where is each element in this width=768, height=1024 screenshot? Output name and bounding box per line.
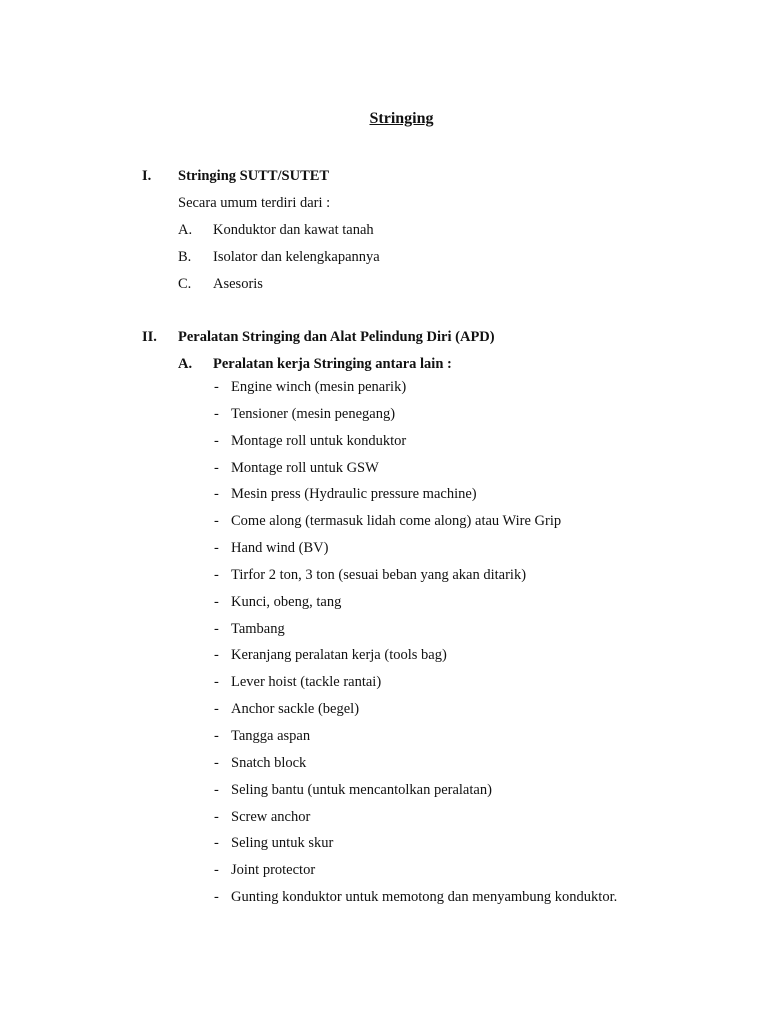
list-item (0, 835, 768, 862)
section-1-title: Stringing SUTT/SUTET (178, 168, 330, 184)
list-bullet: - (214, 513, 219, 530)
list-bullet: - (214, 620, 219, 637)
list-item-text: Tirfor 2 ton, 3 ton (sesuai beban yang akan ditarik) (231, 566, 527, 583)
list-bullet: - (214, 593, 219, 610)
list-bullet: - (214, 835, 219, 852)
section-1-item-a-letter: A. (178, 222, 193, 238)
list-bullet: - (214, 540, 219, 557)
list-item-text: Snatch block (231, 754, 307, 771)
list-item (0, 621, 768, 648)
list-item-text: Screw anchor (231, 808, 311, 825)
section-1-item-a-text: Konduktor dan kawat tanah (213, 222, 374, 238)
list-item-text: Montage roll untuk GSW (231, 459, 379, 476)
list-item (0, 567, 768, 594)
list-item (0, 460, 768, 487)
section-2-sub-a-title: Peralatan kerja Stringing antara lain : (213, 356, 452, 372)
section-1-item-b-letter: B. (178, 249, 192, 265)
list-item-text: Tangga aspan (231, 727, 311, 744)
list-item (0, 889, 768, 916)
list-bullet: - (214, 862, 219, 879)
list-item-text: Keranjang peralatan kerja (tools bag) (231, 647, 447, 664)
section-1-item-b-text: Isolator dan kelengkapannya (213, 249, 380, 265)
list-item-text: Lever hoist (tackle rantai) (231, 674, 382, 691)
list-item-text: Come along (termasuk lidah come along) atau Wire Grip (231, 513, 562, 530)
list-item-text: Gunting konduktor untuk memotong dan menyambung konduktor. (231, 889, 618, 906)
list-bullet: - (214, 889, 219, 906)
list-item (0, 782, 768, 809)
list-item (0, 701, 768, 728)
list-item (0, 540, 768, 567)
section-2-title: Peralatan Stringing dan Alat Pelindung Diri (APD) (178, 329, 495, 345)
list-item-text: Hand wind (BV) (231, 540, 329, 557)
list-item (0, 406, 768, 433)
list-bullet: - (214, 727, 219, 744)
list-item (0, 486, 768, 513)
list-bullet: - (214, 754, 219, 771)
list-bullet: - (214, 701, 219, 718)
list-bullet: - (214, 405, 219, 422)
section-1-number: I. (142, 168, 152, 184)
list-item (0, 809, 768, 836)
list-item (0, 862, 768, 889)
list-bullet: - (214, 647, 219, 664)
list-bullet: - (214, 486, 219, 503)
section-1-item-c-text: Asesoris (213, 276, 263, 292)
list-bullet: - (214, 379, 219, 395)
list-item (0, 728, 768, 755)
list-item (0, 755, 768, 782)
section-1-item-c-letter: C. (178, 276, 192, 292)
list-item (0, 674, 768, 701)
list-item-text: Engine winch (mesin penarik) (231, 379, 407, 395)
list-bullet: - (214, 432, 219, 449)
list-item-text: Montage roll untuk konduktor (231, 432, 407, 449)
list-item-text: Anchor sackle (begel) (231, 701, 360, 718)
list-bullet: - (214, 674, 219, 691)
list-item (0, 433, 768, 460)
equipment-list (0, 379, 768, 916)
list-item-text: Seling untuk skur (231, 835, 334, 852)
list-bullet: - (214, 808, 219, 825)
list-item-text: Kunci, obeng, tang (231, 593, 342, 610)
document-title: Stringing (369, 110, 434, 127)
section-2-number: II. (142, 329, 157, 345)
list-item-text: Seling bantu (untuk mencantolkan peralatan) (231, 781, 492, 798)
list-item (0, 513, 768, 540)
section-1-intro: Secara umum terdiri dari : (178, 195, 331, 211)
list-item (0, 379, 768, 406)
list-bullet: - (214, 459, 219, 476)
list-item-text: Tambang (231, 620, 285, 637)
list-item-text: Tensioner (mesin penegang) (231, 405, 396, 422)
section-2-sub-a-letter: A. (178, 356, 193, 372)
list-item (0, 647, 768, 674)
list-item-text: Joint protector (231, 862, 316, 879)
list-item-text: Mesin press (Hydraulic pressure machine) (231, 486, 477, 503)
list-bullet: - (214, 566, 219, 583)
list-item (0, 594, 768, 621)
list-bullet: - (214, 781, 219, 798)
